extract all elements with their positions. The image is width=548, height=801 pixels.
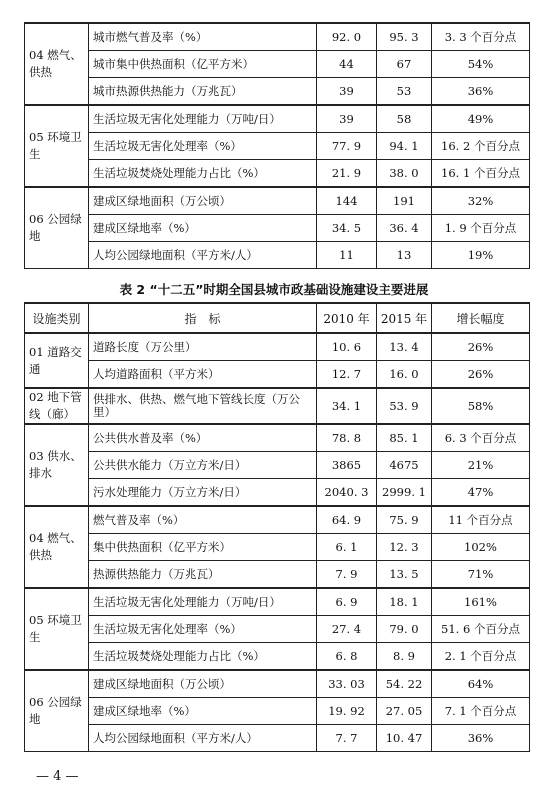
category-cell: 01 道路交通 bbox=[25, 333, 89, 388]
header-row bbox=[25, 303, 530, 333]
value-2015-cell: 191 bbox=[377, 187, 432, 215]
value-2010-cell: 144 bbox=[317, 187, 377, 215]
category-cell: 03 供水、排水 bbox=[25, 424, 89, 506]
growth-cell: 26% bbox=[432, 333, 530, 361]
indicator-cell: 生活垃圾无害化处理率（%） bbox=[89, 616, 317, 643]
indicator-cell: 道路长度（万公里） bbox=[89, 333, 317, 361]
value-2010-cell: 39 bbox=[317, 78, 377, 106]
table-row bbox=[25, 534, 530, 561]
value-2010-cell: 12. 7 bbox=[317, 361, 377, 389]
indicator-cell: 生活垃圾焚烧处理能力占比（%） bbox=[89, 643, 317, 671]
table-row bbox=[25, 105, 530, 133]
category-cell: 05 环境卫生 bbox=[25, 105, 89, 187]
indicator-cell: 城市集中供热面积（亿平方米） bbox=[89, 51, 317, 78]
growth-cell: 19% bbox=[432, 242, 530, 269]
value-2015-cell: 2999. 1 bbox=[377, 479, 432, 507]
value-2010-cell: 7. 9 bbox=[317, 561, 377, 589]
indicator-cell: 污水处理能力（万立方米/日） bbox=[89, 479, 317, 507]
table-row bbox=[25, 333, 530, 361]
growth-cell: 71% bbox=[432, 561, 530, 589]
table-row bbox=[25, 51, 530, 78]
growth-cell: 49% bbox=[432, 105, 530, 133]
value-2015-cell: 18. 1 bbox=[377, 588, 432, 616]
growth-cell: 102% bbox=[432, 534, 530, 561]
indicator-cell: 建成区绿地率（%） bbox=[89, 215, 317, 242]
value-2015-cell: 53 bbox=[377, 78, 432, 106]
category-cell: 02 地下管线（廊） bbox=[25, 388, 89, 424]
table-row bbox=[25, 388, 530, 424]
table-row bbox=[25, 424, 530, 452]
header-growth: 增长幅度 bbox=[432, 303, 530, 333]
value-2010-cell: 34. 5 bbox=[317, 215, 377, 242]
growth-cell: 58% bbox=[432, 388, 530, 424]
indicator-cell: 生活垃圾无害化处理能力（万吨/日） bbox=[89, 588, 317, 616]
growth-cell: 36% bbox=[432, 725, 530, 752]
value-2015-cell: 67 bbox=[377, 51, 432, 78]
indicator-cell: 供排水、供热、燃气地下管线长度（万公里） bbox=[89, 388, 317, 424]
category-cell: 06 公园绿地 bbox=[25, 187, 89, 269]
growth-cell: 6. 3 个百分点 bbox=[432, 424, 530, 452]
page-number: — 4 — bbox=[36, 769, 79, 784]
value-2010-cell: 2040. 3 bbox=[317, 479, 377, 507]
value-2010-cell: 33. 03 bbox=[317, 670, 377, 698]
table-row bbox=[25, 133, 530, 160]
value-2010-cell: 39 bbox=[317, 105, 377, 133]
value-2010-cell: 19. 92 bbox=[317, 698, 377, 725]
growth-cell: 7. 1 个百分点 bbox=[432, 698, 530, 725]
category-cell: 04 燃气、供热 bbox=[25, 23, 89, 105]
value-2015-cell: 12. 3 bbox=[377, 534, 432, 561]
value-2015-cell: 13. 5 bbox=[377, 561, 432, 589]
growth-cell: 21% bbox=[432, 452, 530, 479]
table-row bbox=[25, 643, 530, 671]
table-row bbox=[25, 506, 530, 534]
header-2010: 2010 年 bbox=[317, 303, 377, 333]
table-row bbox=[25, 23, 530, 51]
indicator-cell: 人均道路面积（平方米） bbox=[89, 361, 317, 389]
table-row bbox=[25, 670, 530, 698]
header-2015: 2015 年 bbox=[377, 303, 432, 333]
value-2010-cell: 6. 9 bbox=[317, 588, 377, 616]
growth-cell: 2. 1 个百分点 bbox=[432, 643, 530, 671]
value-2010-cell: 92. 0 bbox=[317, 23, 377, 51]
value-2015-cell: 13 bbox=[377, 242, 432, 269]
indicator-cell: 集中供热面积（亿平方米） bbox=[89, 534, 317, 561]
value-2015-cell: 95. 3 bbox=[377, 23, 432, 51]
value-2010-cell: 3865 bbox=[317, 452, 377, 479]
value-2015-cell: 85. 1 bbox=[377, 424, 432, 452]
value-2015-cell: 16. 0 bbox=[377, 361, 432, 389]
value-2010-cell: 10. 6 bbox=[317, 333, 377, 361]
table-row bbox=[25, 725, 530, 752]
growth-cell: 51. 6 个百分点 bbox=[432, 616, 530, 643]
growth-cell: 16. 2 个百分点 bbox=[432, 133, 530, 160]
value-2010-cell: 77. 9 bbox=[317, 133, 377, 160]
indicator-cell: 公共供水普及率（%） bbox=[89, 424, 317, 452]
value-2015-cell: 10. 47 bbox=[377, 725, 432, 752]
value-2015-cell: 27. 05 bbox=[377, 698, 432, 725]
category-cell: 04 燃气、供热 bbox=[25, 506, 89, 588]
infrastructure-table-2 bbox=[24, 302, 530, 752]
indicator-cell: 建成区绿地面积（万公顷） bbox=[89, 187, 317, 215]
indicator-cell: 人均公园绿地面积（平方米/人） bbox=[89, 725, 317, 752]
header-indicator: 指 标 bbox=[89, 303, 317, 333]
indicator-cell: 生活垃圾焚烧处理能力占比（%） bbox=[89, 160, 317, 188]
value-2015-cell: 54. 22 bbox=[377, 670, 432, 698]
value-2015-cell: 8. 9 bbox=[377, 643, 432, 671]
header-category: 设施类别 bbox=[25, 303, 89, 333]
value-2015-cell: 4675 bbox=[377, 452, 432, 479]
table-row bbox=[25, 78, 530, 106]
growth-cell: 47% bbox=[432, 479, 530, 507]
value-2010-cell: 11 bbox=[317, 242, 377, 269]
value-2010-cell: 7. 7 bbox=[317, 725, 377, 752]
table-row bbox=[25, 479, 530, 507]
value-2015-cell: 13. 4 bbox=[377, 333, 432, 361]
growth-cell: 11 个百分点 bbox=[432, 506, 530, 534]
table-row bbox=[25, 588, 530, 616]
value-2015-cell: 75. 9 bbox=[377, 506, 432, 534]
value-2010-cell: 6. 1 bbox=[317, 534, 377, 561]
table-row bbox=[25, 242, 530, 269]
table-row bbox=[25, 215, 530, 242]
growth-cell: 16. 1 个百分点 bbox=[432, 160, 530, 188]
growth-cell: 64% bbox=[432, 670, 530, 698]
indicator-cell: 人均公园绿地面积（平方米/人） bbox=[89, 242, 317, 269]
indicator-cell: 生活垃圾无害化处理能力（万吨/日） bbox=[89, 105, 317, 133]
indicator-cell: 建成区绿地率（%） bbox=[89, 698, 317, 725]
value-2015-cell: 36. 4 bbox=[377, 215, 432, 242]
indicator-cell: 城市燃气普及率（%） bbox=[89, 23, 317, 51]
value-2015-cell: 58 bbox=[377, 105, 432, 133]
table-row bbox=[25, 452, 530, 479]
value-2010-cell: 21. 9 bbox=[317, 160, 377, 188]
value-2015-cell: 53. 9 bbox=[377, 388, 432, 424]
growth-cell: 26% bbox=[432, 361, 530, 389]
table-row bbox=[25, 361, 530, 389]
value-2015-cell: 94. 1 bbox=[377, 133, 432, 160]
value-2010-cell: 6. 8 bbox=[317, 643, 377, 671]
table-2-caption: 表 2 “十二五”时期全国县城市政基础设施建设主要进展 bbox=[119, 282, 429, 297]
category-cell: 05 环境卫生 bbox=[25, 588, 89, 670]
growth-cell: 3. 3 个百分点 bbox=[432, 23, 530, 51]
value-2010-cell: 78. 8 bbox=[317, 424, 377, 452]
table-row bbox=[25, 561, 530, 589]
indicator-cell: 热源供热能力（万兆瓦） bbox=[89, 561, 317, 589]
value-2015-cell: 79. 0 bbox=[377, 616, 432, 643]
value-2010-cell: 34. 1 bbox=[317, 388, 377, 424]
value-2010-cell: 64. 9 bbox=[317, 506, 377, 534]
growth-cell: 161% bbox=[432, 588, 530, 616]
value-2015-cell: 38. 0 bbox=[377, 160, 432, 188]
indicator-cell: 城市热源供热能力（万兆瓦） bbox=[89, 78, 317, 106]
category-cell: 06 公园绿地 bbox=[25, 670, 89, 752]
table-row bbox=[25, 160, 530, 188]
infrastructure-table-1 bbox=[24, 22, 530, 269]
indicator-cell: 燃气普及率（%） bbox=[89, 506, 317, 534]
table-row bbox=[25, 698, 530, 725]
indicator-cell: 建成区绿地面积（万公顷） bbox=[89, 670, 317, 698]
growth-cell: 32% bbox=[432, 187, 530, 215]
table-row bbox=[25, 616, 530, 643]
growth-cell: 1. 9 个百分点 bbox=[432, 215, 530, 242]
table-row bbox=[25, 187, 530, 215]
growth-cell: 36% bbox=[432, 78, 530, 106]
indicator-cell: 公共供水能力（万立方米/日） bbox=[89, 452, 317, 479]
indicator-cell: 生活垃圾无害化处理率（%） bbox=[89, 133, 317, 160]
value-2010-cell: 44 bbox=[317, 51, 377, 78]
value-2010-cell: 27. 4 bbox=[317, 616, 377, 643]
growth-cell: 54% bbox=[432, 51, 530, 78]
